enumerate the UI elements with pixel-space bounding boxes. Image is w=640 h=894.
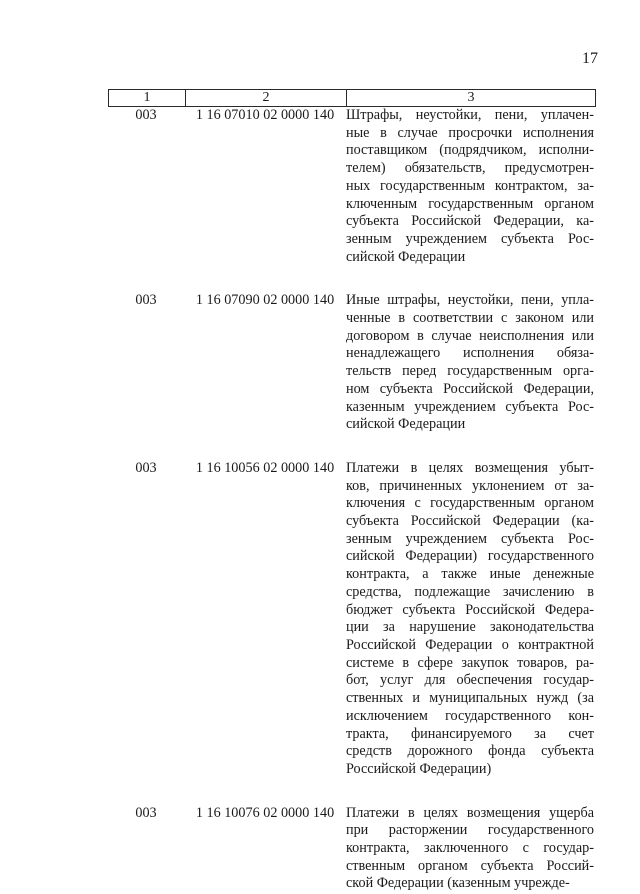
budget-codes-table [108, 89, 596, 893]
budget-classification-code-cell: 1 16 07010 02 0000 140 [195, 107, 335, 123]
table-header [108, 89, 596, 107]
description-line: Российской Федерации) [346, 760, 492, 777]
description-line: телем) обязательств, предусмотрен- [346, 160, 594, 177]
description-line: бюджет субъекта Российской Федера- [346, 601, 594, 618]
description-line: ции за нарушение законодательства [346, 619, 594, 636]
table-row [108, 805, 596, 894]
budget-classification-code-cell: 1 16 07090 02 0000 140 [195, 292, 335, 309]
description-line: зенным учреждением субъекта Рос- [346, 230, 594, 247]
description-line: ков, причиненных уклонением от за- [346, 477, 594, 494]
description-line: сийской Федерации) государственного [346, 548, 594, 565]
budget-classification-code-cell: 1 16 10076 02 0000 140 [195, 804, 335, 821]
description-line: ненадлежащего исполнения обяза- [346, 345, 594, 362]
description-line: Российской Федерации о контрактной [346, 636, 594, 653]
admin-code-cell: 003 [135, 292, 157, 309]
table-row [108, 292, 596, 434]
column-header-1: 1 [108, 90, 185, 106]
description-line: ных государственным контрактом, за- [346, 177, 594, 194]
description-line: тельств перед государственным орга- [346, 363, 594, 380]
description-line: ключения с государственным органом [346, 495, 594, 512]
description-line: зенным учреждением субъекта Рос- [346, 530, 594, 547]
revenue-description-cell [346, 107, 594, 266]
description-line: бот, услуг для обеспечения государ- [346, 672, 594, 689]
page-number: 17 [582, 50, 598, 67]
revenue-description-cell [346, 460, 594, 779]
description-line: средств дорожного фонда субъекта [346, 743, 594, 760]
column-header-2: 2 [185, 90, 346, 106]
revenue-description-cell [346, 805, 594, 894]
description-line: субъекта Российской Федерации, ка- [346, 213, 594, 230]
description-line: ской Федерации (казенным учрежде- [346, 875, 570, 892]
column-header-3: 3 [346, 90, 595, 106]
description-line: ные в случае просрочки исполнения [346, 124, 594, 141]
table-row [108, 107, 596, 266]
description-line: контракта, заключенного с государ- [346, 840, 594, 857]
table-body [108, 107, 596, 893]
admin-code-cell: 003 [135, 107, 157, 123]
admin-code-cell: 003 [135, 459, 157, 476]
description-line: ственным органом субъекта Россий- [346, 857, 594, 874]
revenue-description-cell [346, 292, 594, 434]
description-line: ключенным государственным органом [346, 195, 594, 212]
description-line: Иные штрафы, неустойки, пени, упла- [346, 292, 594, 309]
description-line: Платежи в целях возмещения убыт- [346, 459, 594, 476]
description-line: исключением государственного кон- [346, 707, 594, 724]
budget-classification-code-cell: 1 16 10056 02 0000 140 [195, 459, 335, 476]
description-line: средства, подлежащие зачислению в [346, 583, 594, 600]
table-row [108, 460, 596, 779]
admin-code-cell: 003 [135, 804, 157, 821]
description-line: Штрафы, неустойки, пени, уплачен- [346, 107, 594, 123]
description-line: казенным учреждением субъекта Рос- [346, 398, 594, 415]
description-line: при расторжении государственного [346, 822, 594, 839]
description-line: Платежи в целях возмещения ущерба [346, 804, 594, 821]
description-line: тракта, финансируемого за счет [346, 725, 594, 742]
description-line: системе в сфере закупок товаров, ра- [346, 654, 594, 671]
description-line: договором в случае неисполнения или [346, 327, 594, 344]
description-line: ственных и муниципальных нужд (за [346, 690, 594, 707]
description-line: сийской Федерации [346, 416, 466, 433]
description-line: сийской Федерации [346, 248, 466, 265]
description-line: ченные в соответствии с законом или [346, 310, 594, 327]
description-line: субъекта Российской Федерации (ка- [346, 513, 594, 530]
description-line: ном субъекта Российской Федерации, [346, 380, 594, 397]
description-line: контракта, а также иные денежные [346, 566, 594, 583]
description-line: поставщиком (подрядчиком, исполни- [346, 142, 594, 159]
